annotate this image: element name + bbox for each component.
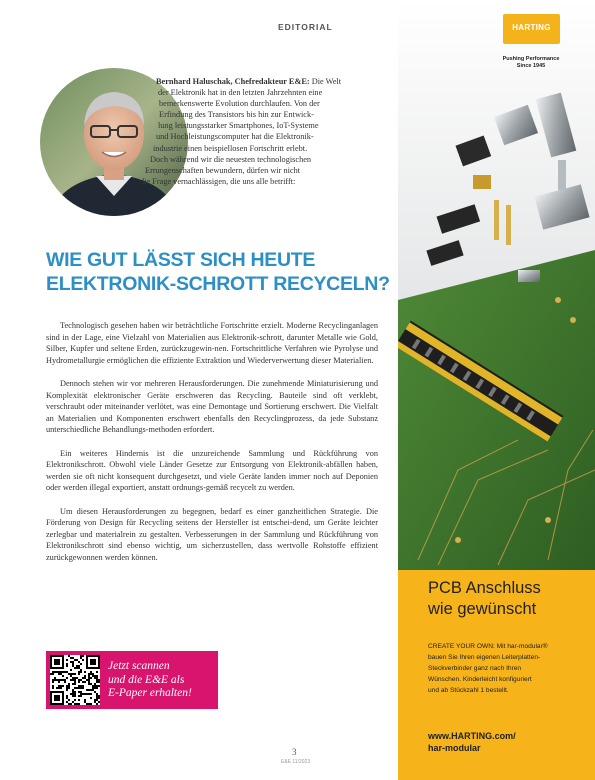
- author-byline: Bernhard Haluschak, Chefredakteur E&E:: [156, 77, 310, 86]
- logo-text: HARTING: [512, 23, 551, 32]
- ad-body-line: und ab Stückzahl 1 bestellt.: [428, 687, 509, 694]
- body-paragraph: Ein weiteres Hindernis ist die unzureichende Sammlung und Rückführung von Elektronikschrott. Obwohl viele Länder Gesetze zur Entsorgung von Elektronik-abfällen haben, werden sie oft nicht konsequent durchgesetzt, und viele Geräte landen immer noch auf Deponien oder werden illegal exportiert, anstatt ordnungs-gemäß recycelt zu werden.: [46, 448, 378, 493]
- connector-product-image: [398, 0, 595, 570]
- ad-title: [428, 578, 541, 620]
- tagline-line: Since 1945: [516, 63, 546, 69]
- intro-line: der Elektronik hat in den letzten Jahrzehnten eine: [158, 88, 323, 98]
- intro-line: und Hochleistungscomputer hat die Elektronik-: [156, 132, 314, 142]
- tagline-line: Pushing Performance: [502, 56, 560, 62]
- ad-url-line: www.HARTING.com/: [428, 731, 516, 741]
- qr-code-graphic: [50, 655, 100, 705]
- headline-line: WIE GUT LÄSST SICH HEUTE: [46, 249, 316, 271]
- body-paragraph: Um diesen Herausforderungen zu begegnen, bedarf es einer ganzheitlichen Strategie. Die Förderung von Design für Recycling seitens der Hersteller ist entschei-dend, um Geräte leichter zerlegbar und materialrein zu gestalten. Verbesserungen in der Sammlung und Rückführung von Elektronikschrott sind ebenso wichtig, um sicherzustellen, dass wertvolle Rohstoffe effizient zurückgewonnen werden können.: [46, 506, 378, 562]
- headline-line: ELEKTRONIK-SCHROTT RECYCELN?: [46, 273, 390, 295]
- ad-body-line: CREATE YOUR OWN: Mit har-modular®: [428, 643, 548, 650]
- intro-line: Doch während wir die neuesten technologischen: [150, 154, 312, 164]
- qr-text-line: E-Paper erhalten!: [108, 687, 192, 699]
- body-paragraph: Technologisch gesehen haben wir beträchtliche Fortschritte erzielt. Moderne Recyclinganlagen sind in der Lage, eine Vielzahl von Materialien aus Elektronik-schrott, darunter Metalle wie Gold, Silber, Kupfer und seltene Erden, zurückzugewin-nen. Fortschrittliche Verfahren wie Pyrolyse und Hydrometallurgie ermöglichen die effiziente Extraktion und Wiederverwertung dieser Materialien.: [46, 321, 378, 365]
- qr-text: [108, 660, 192, 701]
- intro-text: [140, 76, 380, 187]
- body-paragraph: Dennoch stehen wir vor mehreren Herausforderungen. Die zunehmende Miniaturisierung und Komplexität elektronischer Geräte erschweren das Recycling. Bauteile sind oft verklebt, verschraubt oder miteinander verlötet, was eine Demontage und Sortierung erschwert. Die Vielfalt an Materialien und Komponenten erschwert ebenfalls den Recyclingprozess, da jede Substanz unterschiedliche Behandlungs-methoden erfordert.: [46, 378, 378, 435]
- intro-line: die Frage vernachlässigen, die uns alle betrifft:: [140, 176, 296, 186]
- ad-tagline: [488, 56, 574, 70]
- epaper-qr-banner[interactable]: [46, 651, 218, 709]
- ad-body-line: Steckverbinder ganz nach Ihren: [428, 665, 522, 672]
- ad-title-line: wie gewünscht: [428, 600, 537, 618]
- page-number: 3: [292, 747, 297, 757]
- harting-logo[interactable]: [503, 14, 560, 44]
- article-headline: [46, 248, 391, 296]
- intro-line: Erfindung des Transistors bis hin zur Entwick-: [159, 110, 314, 120]
- ad-url-link[interactable]: [428, 730, 516, 754]
- intro-line: lung leistungsstarker Smartphones, IoT-Systeme: [158, 121, 319, 131]
- ad-title-line: PCB Anschluss: [428, 579, 541, 597]
- qr-text-line: Jetzt scannen: [108, 660, 170, 672]
- section-label: EDITORIAL: [278, 22, 333, 32]
- intro-line: bemerkenswerte Evolution durchlaufen. Von der: [159, 99, 320, 109]
- qr-text-line: und die E&E als: [108, 673, 185, 686]
- ad-url-line: har-modular: [428, 743, 481, 753]
- article-body: [46, 320, 378, 575]
- intro-line: Die Welt: [311, 77, 342, 86]
- ad-body: [428, 641, 588, 696]
- intro-line: Errungenschaften bewundern, dürfen wir nicht: [145, 165, 301, 175]
- intro-line: industrie einen beispiellosen Fortschritt erlebt.: [153, 143, 308, 153]
- ad-body-line: Wünschen. Kinderleicht konfiguriert: [428, 676, 532, 683]
- issue-label: E&E 11/2023: [281, 759, 311, 765]
- ad-body-line: bauen Sie Ihren eigenen Leiterplatten-: [428, 654, 541, 661]
- qr-code[interactable]: [50, 655, 100, 705]
